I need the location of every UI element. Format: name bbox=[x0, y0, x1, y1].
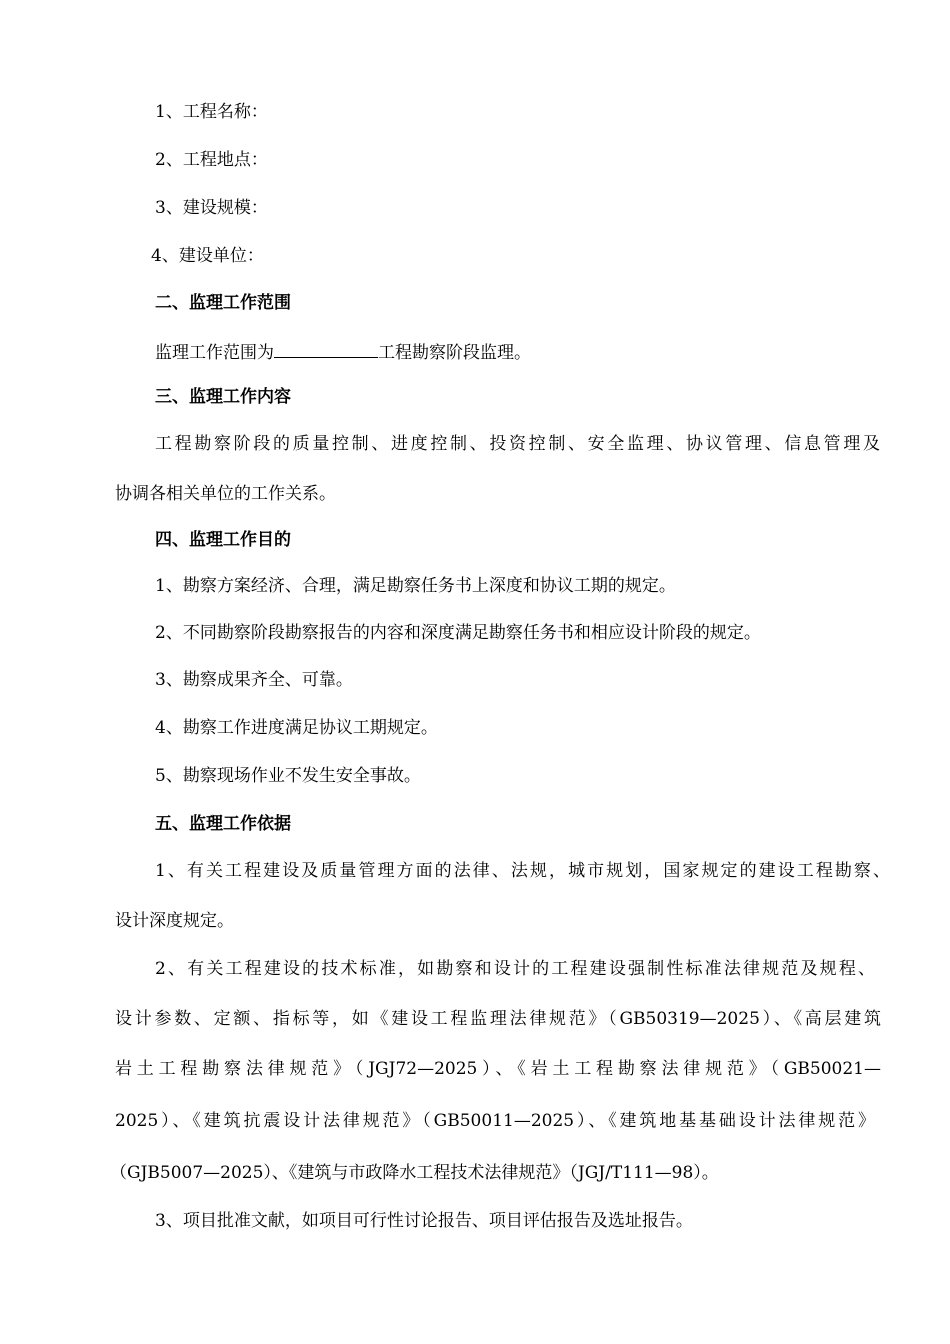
purpose-item-5: 5、勘察现场作业不发生安全事故。 bbox=[155, 766, 421, 786]
section-heading-content: 三、监理工作内容 bbox=[155, 387, 291, 407]
scope-text-after: 工程勘察阶段监理。 bbox=[378, 343, 531, 363]
purpose-item-3: 3、勘察成果齐全、可靠。 bbox=[155, 670, 353, 690]
section-heading-basis: 五、监理工作依据 bbox=[155, 814, 291, 834]
basis-p2-line-3: 岩土工程勘察法律规范》（JGJ72—2025）、《岩土工程勘察法律规范》（GB50021— bbox=[115, 1059, 881, 1079]
purpose-item-4: 4、勘察工作进度满足协议工期规定。 bbox=[155, 718, 438, 738]
section-heading-purpose: 四、监理工作目的 bbox=[155, 530, 291, 550]
basis-p2-line-1: 2、有关工程建设的技术标准，如勘察和设计的工程建设强制性标准法律规范及规程、 bbox=[155, 959, 875, 979]
construction-unit-item: 4、建设单位： bbox=[151, 246, 264, 266]
project-name-item: 1、工程名称： bbox=[155, 102, 268, 122]
basis-p2-line-2: 设计参数、定额、指标等，如《建设工程监理法律规范》（GB50319—2025）、《高层建筑 bbox=[115, 1009, 881, 1029]
scope-blank-underline bbox=[274, 339, 378, 358]
purpose-item-2: 2、不同勘察阶段勘察报告的内容和深度满足勘察任务书和相应设计阶段的规定。 bbox=[155, 623, 761, 643]
content-line-1: 工程勘察阶段的质量控制、进度控制、投资控制、安全监理、协议管理、信息管理及 bbox=[155, 434, 880, 454]
basis-p3-line-1: 3、项目批准文献，如项目可行性讨论报告、项目评估报告及选址报告。 bbox=[155, 1211, 693, 1231]
project-location-item: 2、工程地点： bbox=[155, 150, 268, 170]
basis-p2-line-5: （GJB5007—2025）、《建筑与市政降水工程技术法律规范》（JGJ/T111—98）。 bbox=[110, 1163, 719, 1183]
content-line-2: 协调各相关单位的工作关系。 bbox=[115, 484, 336, 504]
construction-scale-item: 3、建设规模： bbox=[155, 198, 268, 218]
basis-p2-line-4: 2025）、《建筑抗震设计法律规范》（GB50011—2025）、《建筑地基基础设计法律规范》 bbox=[115, 1111, 875, 1131]
basis-p1-line-1: 1、有关工程建设及质量管理方面的法律、法规，城市规划，国家规定的建设工程勘察、 bbox=[155, 861, 890, 881]
section-heading-scope: 二、监理工作范围 bbox=[155, 293, 291, 313]
purpose-item-1: 1、勘察方案经济、合理，满足勘察任务书上深度和协议工期的规定。 bbox=[155, 576, 676, 596]
scope-text-before: 监理工作范围为 bbox=[155, 343, 274, 363]
basis-p1-line-2: 设计深度规定。 bbox=[115, 911, 234, 931]
scope-paragraph bbox=[155, 339, 531, 364]
